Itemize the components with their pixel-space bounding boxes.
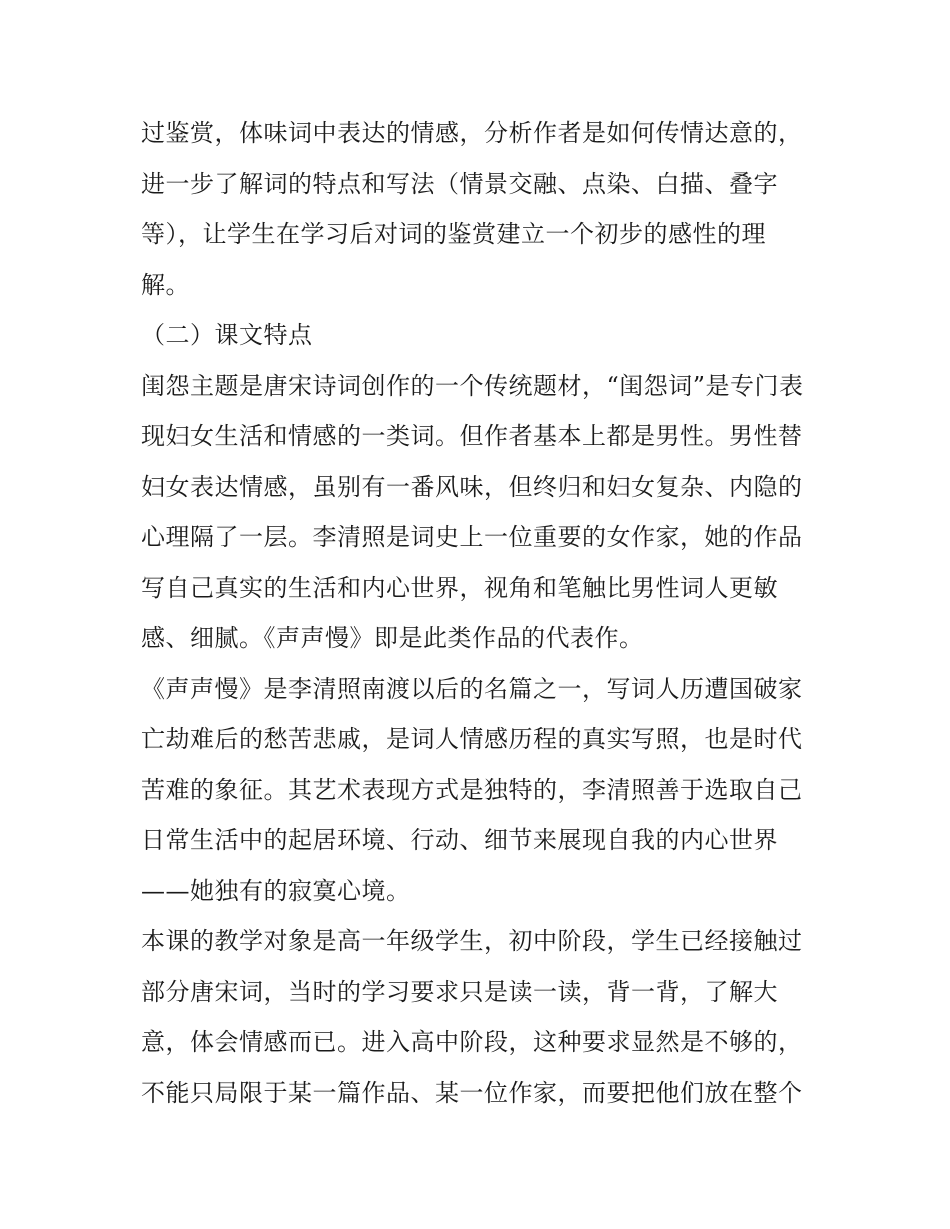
text-line: 苦难的象征。其艺术表现方式是独特的，李清照善于选取自己	[141, 775, 803, 804]
text-line: 解。	[141, 270, 190, 299]
text-line: ——她独有的寂寞心境。	[141, 876, 411, 905]
text-line: 《声声慢》是李清照南渡以后的名篇之一，写词人历遭国破家	[141, 674, 803, 703]
text-line: 意，体会情感而已。进入高中阶段，这种要求显然是不够的，	[141, 1028, 803, 1056]
body-text	[141, 108, 821, 1118]
text-line: 写自己真实的生活和内心世界，视角和笔触比男性词人更敏	[141, 573, 778, 602]
text-line: 等），让学生在学习后对词的鉴赏建立一个初步的感性的理	[141, 220, 766, 248]
text-line: 进一步了解词的特点和写法（情景交融、点染、白描、叠字	[141, 169, 778, 198]
text-line: 感、细腻。《声声慢》即是此类作品的代表作。	[141, 624, 644, 652]
text-line: 本课的教学对象是高一年级学生，初中阶段，学生已经接触过	[141, 927, 803, 955]
text-line: 亡劫难后的愁苦悲戚，是词人情感历程的真实写照，也是时代	[141, 725, 803, 753]
text-line: 部分唐宋词，当时的学习要求只是读一读，背一背，了解大	[141, 977, 778, 1006]
text-line: 闺怨主题是唐宋诗词创作的一个传统题材，“闺怨词”是专门表	[141, 371, 804, 400]
text-line: 日常生活中的起居环境、行动、细节来展现自我的内心世界	[141, 826, 778, 854]
text-line: 不能只局限于某一篇作品、某一位作家，而要把他们放在整个	[141, 1078, 803, 1107]
text-line: 心理隔了一层。李清照是词史上一位重要的女作家，她的作品	[141, 523, 803, 551]
section-heading: （二）课文特点	[141, 321, 313, 349]
text-line: 妇女表达情感，虽别有一番风味，但终归和妇女复杂、内隐的	[141, 472, 803, 501]
text-line: 过鉴赏，体味词中表达的情感，分析作者是如何传情达意的，	[141, 119, 803, 147]
text-line: 现妇女生活和情感的一类词。但作者基本上都是男性。男性替	[141, 422, 803, 450]
